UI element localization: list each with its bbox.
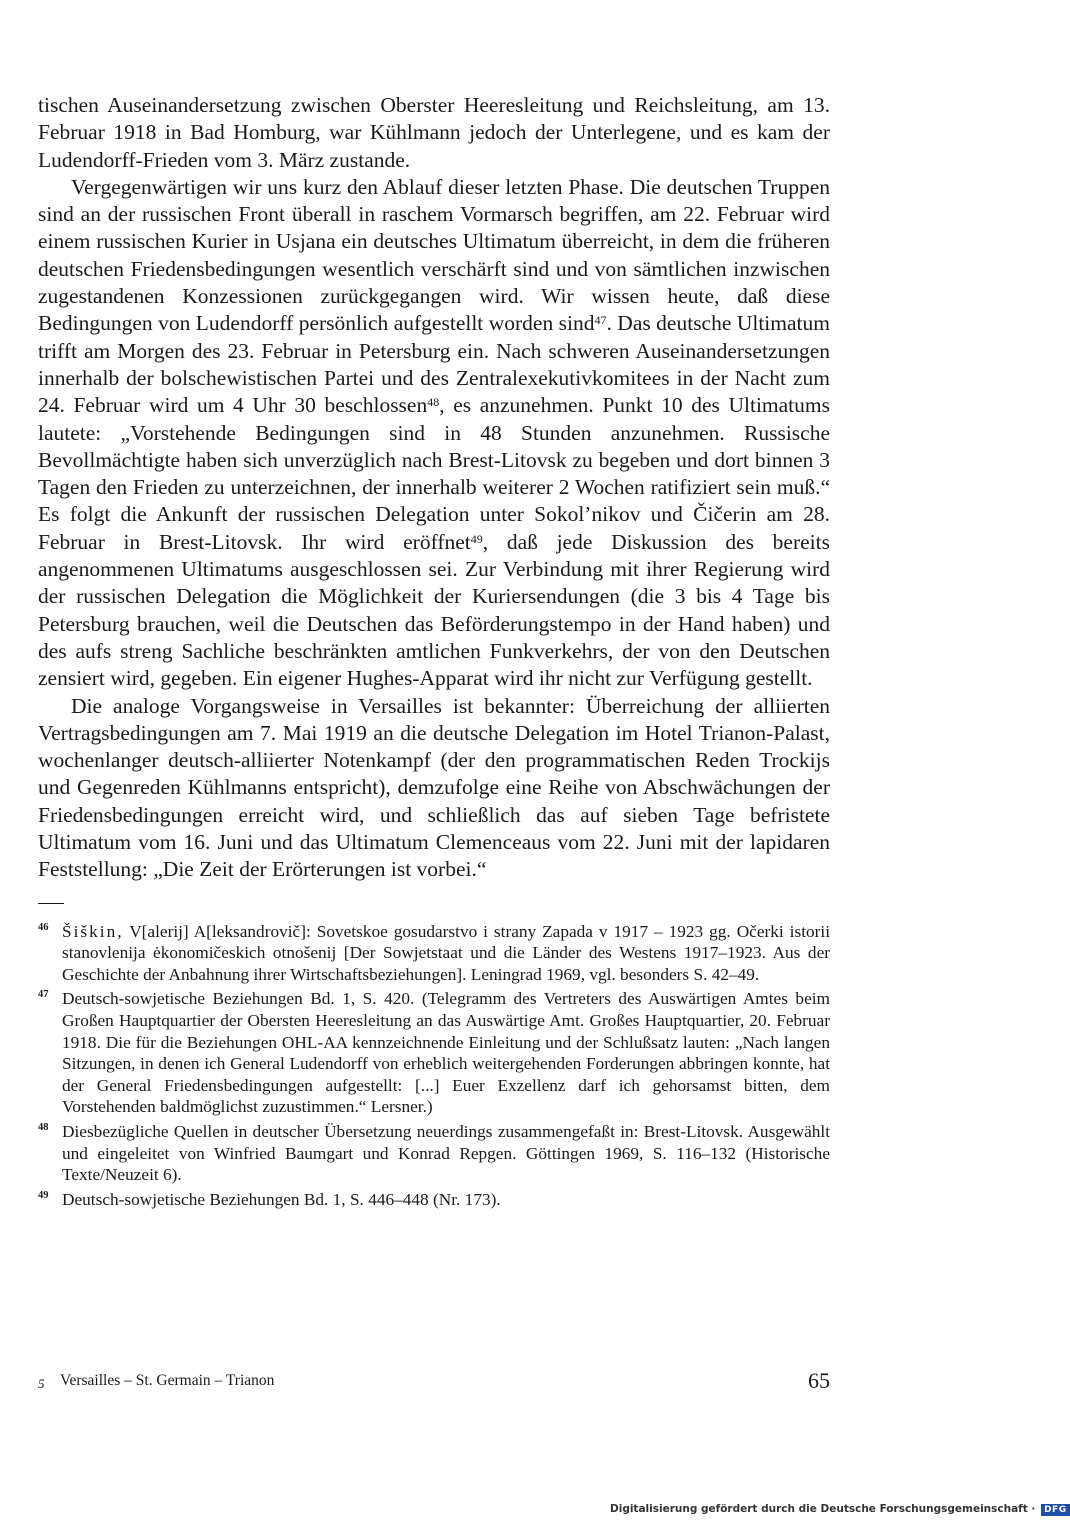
- page-number: 65: [808, 1368, 830, 1393]
- footnote-text: V[alerij] A[leksandrovič]: Sovetskoe gosudarstvo i strany Zapada v 1917 – 1923 gg. Očerki istorii stanovlenija ėkonomičeskich otnošenij [Der Sowjetstaat und die Länder des Westens 1917–1923. Aus der Geschichte der Anbahnung ihrer Wirtschaftsbeziehungen]. Leningrad 1969, vgl. besonders S. 42–49.: [62, 921, 830, 984]
- paragraph-2-part-a: Vergegenwärtigen wir uns kurz den Ablauf dieser letzten Phase. Die deutschen Truppen sind an der russischen Front überall in raschem Vormarsch begriffen, am 22. Februar wird einem russischen Kurier in Usjana ein deutsches Ultimatum überreicht, in dem die früheren deutschen Friedensbedingungen wesentlich verschärft sind und von sämtlichen inzwischen zugestandenen Konzessionen zurückgegangen wird. Wir wissen heute, daß diese Bedingungen von Ludendorff persönlich aufgestellt worden sind: [38, 174, 830, 336]
- paragraph-2: [38, 174, 830, 693]
- paragraph-2-part-b: . Das deutsche Ultimatum trifft am Morgen des 23. Februar in Petersburg ein. Nach schweren Auseinandersetzungen innerhalb der bolschewistischen Partei und des Zentralexekutivkomitees in der Nacht zum 24. Februar wird um 4 Uhr 30 beschlossen: [38, 311, 830, 418]
- footnote-ref-47: 47: [594, 313, 607, 328]
- footnote-divider: [38, 903, 64, 904]
- footnote-number: 46: [38, 921, 49, 933]
- paragraph-2-part-d: , daß jede Diskussion des bereits angenommenen Ultimatums ausgeschlossen sei. Zur Verbindung mit ihrer Regierung wird der russischen Delegation die Möglichkeit der Kuriersendungen (die 3 bis 4 Tage bis Petersburg brauchen, weil die Deutschen das Beförderungstempo in der Hand haben) und des aufs streng Sachliche beschränkten amtlichen Funkverkehrs, der von den Deutschen zensiert wird, gegeben. Ein eigener Hughes-Apparat wird ihr nicht zur Verfügung gestellt.: [38, 529, 830, 691]
- footnote-text: Deutsch-sowjetische Beziehungen Bd. 1, S. 420. (Telegramm des Vertreters des Auswärtigen Amtes beim Großen Hauptquartier der Obersten Heeresleitung an das Auswärtige Amt. Großes Hauptquartier, 20. Februar 1918. Die für die Beziehungen OHL-AA kennzeichnende Einleitung und der Schlußsatz lauten: „Nach langen Sitzungen, in denen ich General Ludendorff von erheblich weitergehenden Forderungen abbringen konnte, hat der General Friedensbedingungen aufgestellt: [...] Euer Exzellenz darf ich gehorsamst bitten, dem Vorstehenden baldmöglichst zuzustimmen.“ Lersner.): [62, 989, 830, 1117]
- footnote-46: [38, 921, 830, 986]
- footnote-number: 49: [38, 1189, 49, 1201]
- dfg-logo-icon: DFG: [1041, 1504, 1070, 1516]
- body-text: [38, 92, 830, 884]
- running-title: Versailles – St. Germain – Trianon: [60, 1372, 275, 1389]
- credit-separator: ·: [1031, 1503, 1036, 1515]
- page: [38, 92, 830, 1213]
- signature-mark: 5: [38, 1376, 45, 1391]
- footnote-text: Diesbezügliche Quellen in deutscher Übersetzung neuerdings zusammengefaßt in: Brest-Litovsk. Ausgewählt und eingeleitet von Winfried Baumgart und Konrad Repgen. Göttingen 1969, S. 116–132 (Historische Texte/Neuzeit 6).: [62, 1121, 830, 1185]
- footnote-number: 47: [38, 989, 49, 1001]
- footnote-number: 48: [38, 1121, 49, 1133]
- footnote-49: [38, 1189, 830, 1211]
- footnote-48: [38, 1121, 830, 1186]
- digitization-credit: [610, 1503, 1070, 1516]
- paragraph-3: Die analoge Vorgangsweise in Versailles ist bekannter: Überreichung der alliierten Vertragsbedingungen am 7. Mai 1919 an die deutsche Delegation im Hotel Trianon-Palast, wochenlanger deutsch-alliierter Notenkampf (der den programmatischen Reden Trockijs und Gegenreden Kühlmanns entspricht), demzufolge eine Reihe von Abschwächungen der Friedensbedingungen erreicht wird, und schließlich das auf sieben Tage befristete Ultimatum vom 16. Juni und das Ultimatum Clemenceaus vom 22. Juni mit der lapidaren Feststellung: „Die Zeit der Erörterungen ist vorbei.“: [38, 693, 830, 882]
- footnote-author: Šiškin,: [62, 921, 124, 941]
- footnote-47: [38, 988, 830, 1118]
- credit-text: Digitalisierung gefördert durch die Deutsche Forschungsgemeinschaft: [610, 1503, 1028, 1515]
- paragraph-2-part-c: , es anzunehmen. Punkt 10 des Ultimatums lautete: „Vorstehende Bedingungen sind in 48 Stunden anzunehmen. Russische Bevollmächtigte haben sich unverzüglich nach Brest-Litovsk zu begeben und dort binnen 3 Tagen den Frieden zu unterzeichnen, der innerhalb weiterer 2 Wochen ratifiziert sein muß.“ Es folgt die Ankunft der russischen Delegation unter Sokol’nikov und Čičerin am 28. Februar in Brest-Litovsk. Ihr wird eröffnet: [38, 393, 830, 554]
- footnotes: [38, 921, 830, 1211]
- footnote-text: Deutsch-sowjetische Beziehungen Bd. 1, S. 446–448 (Nr. 173).: [62, 1189, 501, 1209]
- footnote-ref-49: 49: [470, 531, 483, 546]
- footnote-ref-48: 48: [427, 395, 440, 410]
- paragraph-1: tischen Auseinandersetzung zwischen Oberster Heeresleitung und Reichsleitung, am 13. Februar 1918 in Bad Homburg, war Kühlmann jedoch der Unterlegene, und es kam der Ludendorff-Frieden vom 3. März zustande.: [38, 93, 830, 172]
